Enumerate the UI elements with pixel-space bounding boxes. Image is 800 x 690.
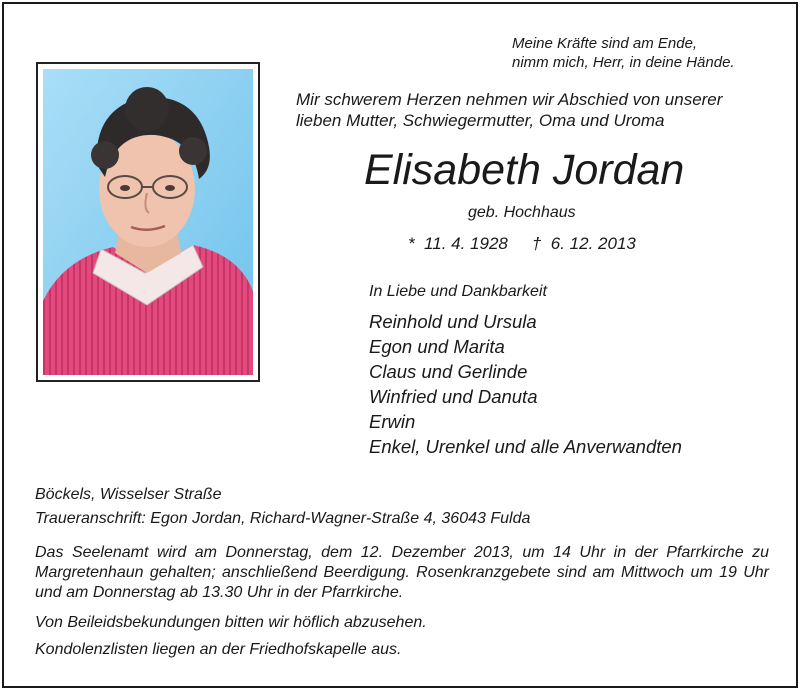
- service-details: Das Seelenamt wird am Donnerstag, dem 12. Dezember 2013, um 14 Uhr in der Pfarrkirche zu Margretenhaun gehalten; anschließend Beerdigung. Rosenkranzgebete sind am Mittwoch um 19 Uhr und am Donnerstag ab 13.30 Uhr in der Pfarrkirche.: [35, 544, 769, 601]
- portrait-photo: [43, 69, 253, 375]
- motto-verse: [512, 34, 735, 72]
- mourner-name: Enkel, Urenkel und alle Anverwandten: [369, 436, 682, 457]
- mourner-name: Claus und Gerlinde: [369, 361, 528, 382]
- mourner-name: Erwin: [369, 411, 416, 432]
- intro-line-2: lieben Mutter, Schwiegermutter, Oma und Uroma: [296, 111, 665, 130]
- obituary-card: [2, 2, 798, 688]
- mourning-address: Traueranschrift: Egon Jordan, Richard-Wagner-Straße 4, 36043 Fulda: [35, 510, 531, 527]
- mourner-name: Egon und Marita: [369, 336, 505, 357]
- birth-date: * 11. 4. 1928: [408, 234, 508, 253]
- motto-line-2: nimm mich, Herr, in deine Hände.: [512, 54, 735, 71]
- condolence-note: Von Beileidsbekundungen bitten wir höflich abzusehen.: [35, 614, 427, 631]
- residence-place: Böckels, Wisselser Straße: [35, 486, 222, 503]
- mourners-heading: In Liebe und Dankbarkeit: [369, 283, 547, 300]
- farewell-intro: [296, 89, 776, 131]
- life-dates: [408, 233, 636, 255]
- deceased-name: Elisabeth Jordan: [364, 146, 685, 194]
- mourner-name: Winfried und Danuta: [369, 386, 538, 407]
- condolence-lists-note: Kondolenzlisten liegen an der Friedhofskapelle aus.: [35, 641, 402, 658]
- maiden-name: geb. Hochhaus: [468, 204, 576, 221]
- portrait-photo-frame: [36, 62, 260, 382]
- motto-line-1: Meine Kräfte sind am Ende,: [512, 35, 698, 52]
- portrait-illustration: [43, 69, 253, 375]
- death-date: † 6. 12. 2013: [531, 234, 636, 253]
- mourners-list: [369, 309, 682, 459]
- intro-line-1: Mir schwerem Herzen nehmen wir Abschied von unserer: [296, 90, 723, 109]
- mourner-name: Reinhold und Ursula: [369, 311, 537, 332]
